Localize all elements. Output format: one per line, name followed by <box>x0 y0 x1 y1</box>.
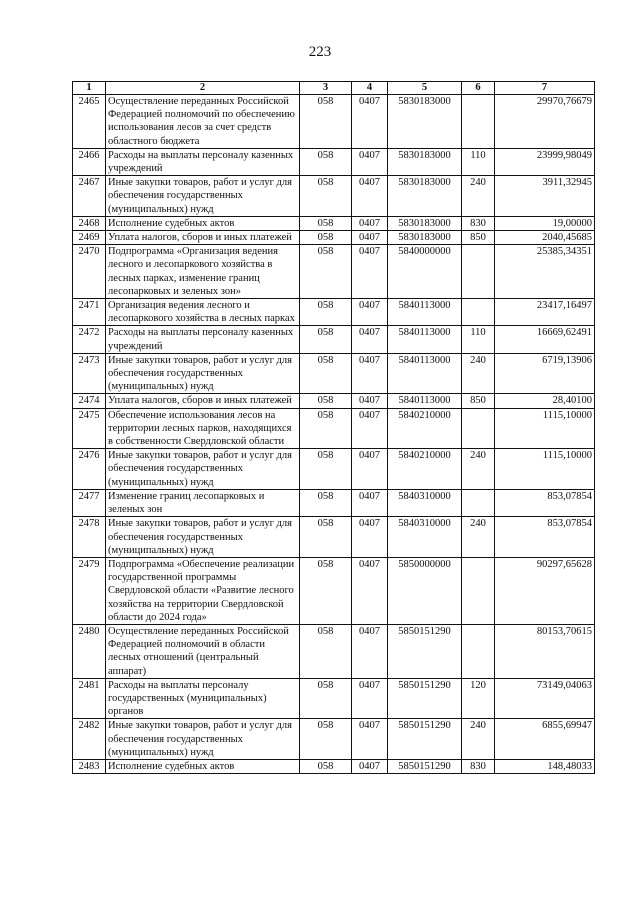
row-target-cell: 5840310000 <box>388 517 462 558</box>
row-type-cell: 120 <box>462 678 495 719</box>
table-row <box>73 245 595 299</box>
row-code-cell: 058 <box>300 148 352 175</box>
row-type-cell: 240 <box>462 353 495 394</box>
table-row <box>73 759 595 773</box>
row-type-cell <box>462 624 495 678</box>
row-type-cell <box>462 408 495 449</box>
row-type-cell: 830 <box>462 759 495 773</box>
row-section-cell: 0407 <box>352 408 388 449</box>
row-type-cell <box>462 95 495 149</box>
row-section-cell: 0407 <box>352 95 388 149</box>
row-type-cell: 110 <box>462 148 495 175</box>
column-header: 4 <box>352 82 388 95</box>
row-name-cell: Иные закупки товаров, работ и услуг для обеспечения государственных (муниципальных) нужд <box>106 517 300 558</box>
row-amount-cell: 6719,13906 <box>495 353 595 394</box>
table-row <box>73 216 595 230</box>
row-number-cell: 2480 <box>73 624 106 678</box>
row-number-cell: 2481 <box>73 678 106 719</box>
table-row <box>73 299 595 326</box>
row-section-cell: 0407 <box>352 678 388 719</box>
row-amount-cell: 3911,32945 <box>495 176 595 217</box>
row-amount-cell: 73149,04063 <box>495 678 595 719</box>
table-row <box>73 148 595 175</box>
row-name-cell: Изменение границ лесопарковых и зеленых зон <box>106 489 300 516</box>
row-section-cell: 0407 <box>352 216 388 230</box>
row-section-cell: 0407 <box>352 394 388 408</box>
row-target-cell: 5840310000 <box>388 489 462 516</box>
row-amount-cell: 1115,10000 <box>495 449 595 490</box>
row-code-cell: 058 <box>300 216 352 230</box>
row-number-cell: 2477 <box>73 489 106 516</box>
table-row <box>73 719 595 760</box>
row-name-cell: Обеспечение использования лесов на территории лесных парков, находящихся в собственности Свердловской области <box>106 408 300 449</box>
page-number: 223 <box>308 44 332 60</box>
row-type-cell: 240 <box>462 517 495 558</box>
column-header: 5 <box>388 82 462 95</box>
row-name-cell: Осуществление переданных Российской Федерацией полномочий по обеспечению использования лесов за счет средств областного бюджета <box>106 95 300 149</box>
row-number-cell: 2482 <box>73 719 106 760</box>
row-target-cell: 5850151290 <box>388 624 462 678</box>
row-number-cell: 2468 <box>73 216 106 230</box>
row-section-cell: 0407 <box>352 624 388 678</box>
row-code-cell: 058 <box>300 353 352 394</box>
row-type-cell: 850 <box>462 231 495 245</box>
column-header: 7 <box>495 82 595 95</box>
table-row <box>73 678 595 719</box>
row-name-cell: Исполнение судебных актов <box>106 216 300 230</box>
row-target-cell: 5850151290 <box>388 759 462 773</box>
row-code-cell: 058 <box>300 489 352 516</box>
row-name-cell: Подпрограмма «Обеспечение реализации государственной программы Свердловской области «Развитие лесного хозяйства на территории Свердловской области до 2024 года» <box>106 557 300 624</box>
row-type-cell <box>462 489 495 516</box>
row-section-cell: 0407 <box>352 299 388 326</box>
row-target-cell: 5840113000 <box>388 353 462 394</box>
row-target-cell: 5840000000 <box>388 245 462 299</box>
table-body <box>73 95 595 774</box>
column-header: 1 <box>73 82 106 95</box>
row-target-cell: 5840210000 <box>388 449 462 490</box>
row-name-cell: Расходы на выплаты персоналу казенных учреждений <box>106 326 300 353</box>
row-amount-cell: 853,07854 <box>495 489 595 516</box>
row-section-cell: 0407 <box>352 245 388 299</box>
column-header: 3 <box>300 82 352 95</box>
table-row <box>73 95 595 149</box>
row-section-cell: 0407 <box>352 517 388 558</box>
row-section-cell: 0407 <box>352 489 388 516</box>
table-row <box>73 449 595 490</box>
row-code-cell: 058 <box>300 326 352 353</box>
row-section-cell: 0407 <box>352 231 388 245</box>
table-row <box>73 557 595 624</box>
row-name-cell: Расходы на выплаты персоналу казенных учреждений <box>106 148 300 175</box>
row-target-cell: 5830183000 <box>388 216 462 230</box>
row-number-cell: 2472 <box>73 326 106 353</box>
row-code-cell: 058 <box>300 231 352 245</box>
row-target-cell: 5830183000 <box>388 231 462 245</box>
budget-table <box>72 81 595 774</box>
row-amount-cell: 16669,62491 <box>495 326 595 353</box>
row-amount-cell: 148,48033 <box>495 759 595 773</box>
row-name-cell: Уплата налогов, сборов и иных платежей <box>106 394 300 408</box>
table-row <box>73 394 595 408</box>
row-amount-cell: 80153,70615 <box>495 624 595 678</box>
row-section-cell: 0407 <box>352 353 388 394</box>
row-type-cell: 850 <box>462 394 495 408</box>
row-code-cell: 058 <box>300 95 352 149</box>
row-type-cell <box>462 557 495 624</box>
row-number-cell: 2471 <box>73 299 106 326</box>
row-amount-cell: 25385,34351 <box>495 245 595 299</box>
row-code-cell: 058 <box>300 299 352 326</box>
table-row <box>73 231 595 245</box>
row-amount-cell: 28,40100 <box>495 394 595 408</box>
row-number-cell: 2466 <box>73 148 106 175</box>
row-number-cell: 2476 <box>73 449 106 490</box>
row-section-cell: 0407 <box>352 759 388 773</box>
row-number-cell: 2465 <box>73 95 106 149</box>
row-target-cell: 5830183000 <box>388 95 462 149</box>
row-name-cell: Осуществление переданных Российской Федерацией полномочий в области лесных отношений (центральный аппарат) <box>106 624 300 678</box>
row-amount-cell: 1115,10000 <box>495 408 595 449</box>
table-row <box>73 353 595 394</box>
row-type-cell <box>462 245 495 299</box>
row-amount-cell: 2040,45685 <box>495 231 595 245</box>
row-code-cell: 058 <box>300 449 352 490</box>
row-number-cell: 2467 <box>73 176 106 217</box>
row-number-cell: 2470 <box>73 245 106 299</box>
row-target-cell: 5830183000 <box>388 176 462 217</box>
row-code-cell: 058 <box>300 176 352 217</box>
row-name-cell: Уплата налогов, сборов и иных платежей <box>106 231 300 245</box>
row-target-cell: 5840210000 <box>388 408 462 449</box>
row-code-cell: 058 <box>300 759 352 773</box>
row-number-cell: 2479 <box>73 557 106 624</box>
row-section-cell: 0407 <box>352 326 388 353</box>
column-header: 6 <box>462 82 495 95</box>
row-type-cell: 240 <box>462 176 495 217</box>
row-name-cell: Иные закупки товаров, работ и услуг для обеспечения государственных (муниципальных) нужд <box>106 176 300 217</box>
row-type-cell: 240 <box>462 719 495 760</box>
row-name-cell: Иные закупки товаров, работ и услуг для обеспечения государственных (муниципальных) нужд <box>106 449 300 490</box>
row-code-cell: 058 <box>300 678 352 719</box>
row-type-cell: 240 <box>462 449 495 490</box>
row-number-cell: 2475 <box>73 408 106 449</box>
row-number-cell: 2483 <box>73 759 106 773</box>
row-target-cell: 5850151290 <box>388 678 462 719</box>
row-number-cell: 2474 <box>73 394 106 408</box>
table-row <box>73 408 595 449</box>
row-code-cell: 058 <box>300 245 352 299</box>
table-row <box>73 176 595 217</box>
row-name-cell: Исполнение судебных актов <box>106 759 300 773</box>
row-name-cell: Организация ведения лесного и лесопаркового хозяйства в лесных парках <box>106 299 300 326</box>
row-target-cell: 5850151290 <box>388 719 462 760</box>
row-section-cell: 0407 <box>352 176 388 217</box>
row-target-cell: 5850000000 <box>388 557 462 624</box>
row-code-cell: 058 <box>300 719 352 760</box>
row-code-cell: 058 <box>300 517 352 558</box>
row-amount-cell: 29970,76679 <box>495 95 595 149</box>
row-code-cell: 058 <box>300 408 352 449</box>
row-section-cell: 0407 <box>352 719 388 760</box>
row-section-cell: 0407 <box>352 557 388 624</box>
row-amount-cell: 19,00000 <box>495 216 595 230</box>
row-section-cell: 0407 <box>352 449 388 490</box>
row-target-cell: 5840113000 <box>388 394 462 408</box>
row-amount-cell: 23417,16497 <box>495 299 595 326</box>
row-name-cell: Иные закупки товаров, работ и услуг для обеспечения государственных (муниципальных) нужд <box>106 719 300 760</box>
row-type-cell <box>462 299 495 326</box>
column-header: 2 <box>106 82 300 95</box>
row-name-cell: Расходы на выплаты персоналу государственных (муниципальных) органов <box>106 678 300 719</box>
row-number-cell: 2469 <box>73 231 106 245</box>
row-amount-cell: 6855,69947 <box>495 719 595 760</box>
table-row <box>73 517 595 558</box>
row-number-cell: 2473 <box>73 353 106 394</box>
table-row <box>73 326 595 353</box>
row-amount-cell: 23999,98049 <box>495 148 595 175</box>
row-amount-cell: 853,07854 <box>495 517 595 558</box>
header-row <box>73 82 595 95</box>
row-name-cell: Подпрограмма «Организация ведения лесного и лесопаркового хозяйства в лесных парках, изменение границ лесопарковых и зеленых зон» <box>106 245 300 299</box>
row-name-cell: Иные закупки товаров, работ и услуг для обеспечения государственных (муниципальных) нужд <box>106 353 300 394</box>
row-type-cell: 110 <box>462 326 495 353</box>
row-code-cell: 058 <box>300 394 352 408</box>
table-row <box>73 489 595 516</box>
row-number-cell: 2478 <box>73 517 106 558</box>
row-target-cell: 5830183000 <box>388 148 462 175</box>
row-section-cell: 0407 <box>352 148 388 175</box>
row-target-cell: 5840113000 <box>388 326 462 353</box>
row-code-cell: 058 <box>300 624 352 678</box>
row-type-cell: 830 <box>462 216 495 230</box>
row-target-cell: 5840113000 <box>388 299 462 326</box>
row-code-cell: 058 <box>300 557 352 624</box>
table-row <box>73 624 595 678</box>
row-amount-cell: 90297,65628 <box>495 557 595 624</box>
